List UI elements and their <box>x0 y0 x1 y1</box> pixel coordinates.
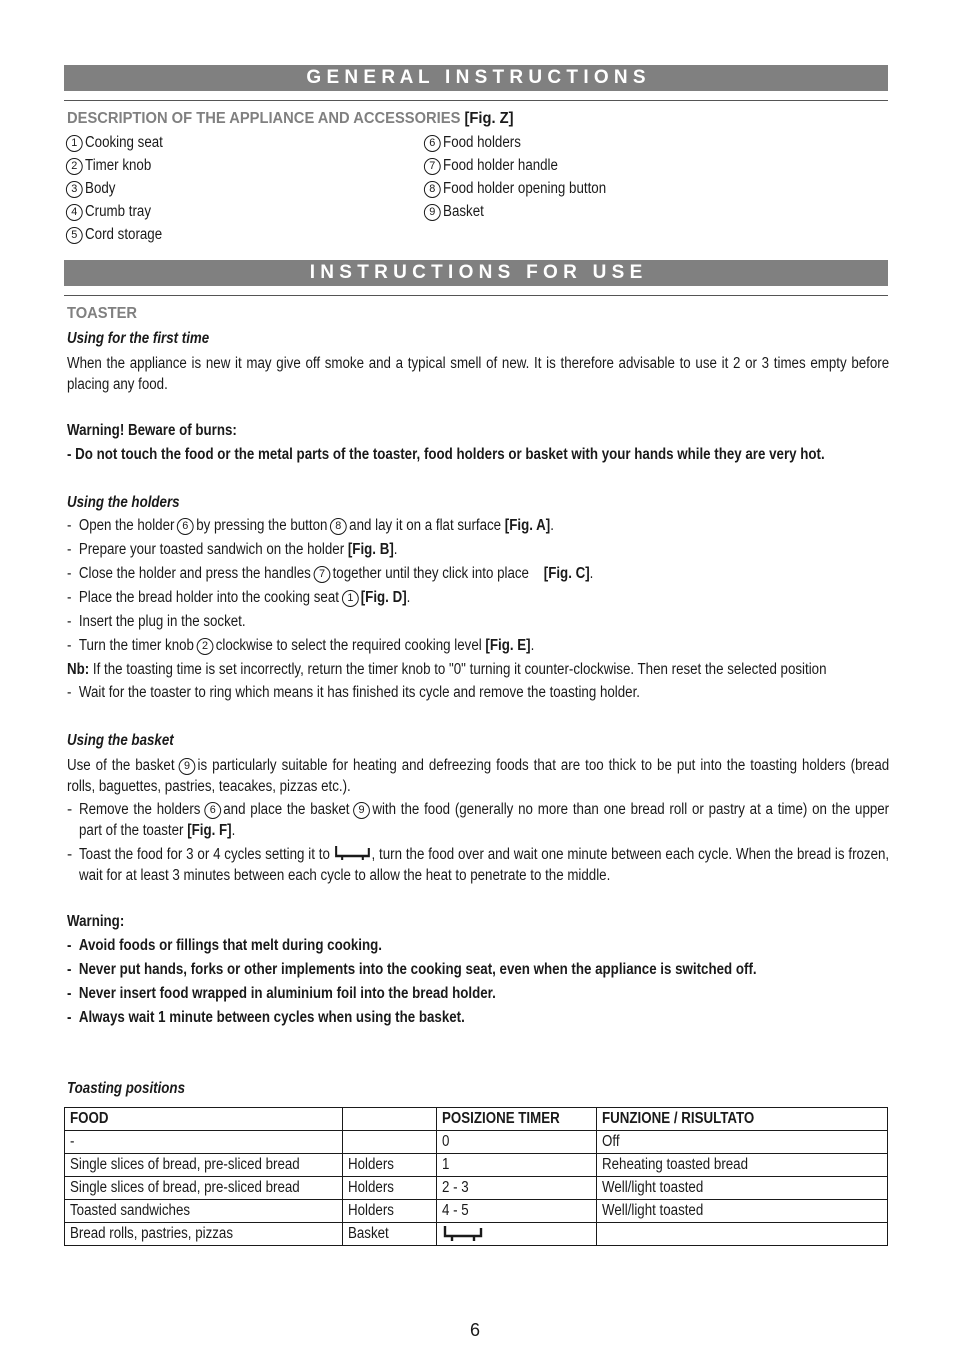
table-cell <box>436 1223 596 1246</box>
number-2-icon: 2 <box>66 158 83 175</box>
table-cell <box>65 1131 343 1154</box>
divider <box>64 295 888 296</box>
accessory-label: Timer knob <box>85 157 152 174</box>
step-text: . <box>589 565 594 582</box>
step-text: Close the holder and press the handles <box>78 565 311 582</box>
holders-title: Using the holders <box>67 494 180 511</box>
warning-text: Never put hands, forks or other implements into the cooking seat, even when the appliance is switched off. <box>78 961 757 978</box>
fig-ref: [Fig. F] <box>187 822 232 839</box>
number-9-icon: 9 <box>424 204 441 221</box>
number-1-icon: 1 <box>342 590 359 607</box>
burn-warning-text: - Do not touch the food or the metal parts of the toaster, food holders or basket with your hands while they are very hot. <box>67 446 825 463</box>
number-7-icon: 7 <box>313 566 330 583</box>
number-8-icon: 8 <box>330 518 347 535</box>
accessory-label: Food holder opening button <box>443 180 607 197</box>
accessory-item <box>67 225 162 245</box>
step-text: Prepare your toasted sandwich on the holder <box>78 541 345 558</box>
accessory-item <box>425 202 484 222</box>
cell-text: Toasted sandwiches <box>70 1202 191 1219</box>
table-cell <box>436 1200 596 1223</box>
table-cell <box>597 1223 888 1246</box>
number-6-icon: 6 <box>177 518 194 535</box>
cell-text: Well/light toasted <box>602 1202 704 1219</box>
instructions-for-use-title: I N S T R U C T I O N S F O R U S E <box>309 262 643 283</box>
header-cell <box>597 1108 888 1131</box>
basket-step <box>79 799 889 841</box>
holders-step: - Place the bread holder into the cooking seat 1 [Fig. D]. <box>67 589 411 606</box>
number-5-icon: 5 <box>66 227 83 244</box>
cell-text: Basket <box>348 1225 389 1242</box>
table-row <box>65 1131 888 1154</box>
holders-step: - Wait for the toaster to ring which means it has finished its cycle and remove the toasting holder. <box>67 684 640 701</box>
basket-step <box>79 844 889 886</box>
step-text: . <box>530 637 535 654</box>
cell-text: 2 - 3 <box>441 1179 469 1196</box>
accessory-item <box>425 156 558 176</box>
fig-ref: [Fig. B] <box>347 541 394 558</box>
warning-text: Always wait 1 minute between cycles when using the basket. <box>78 1009 465 1026</box>
toasting-positions-table <box>64 1107 888 1246</box>
warning-item: - Never put hands, forks or other implements into the cooking seat, even when the appliance is switched off. <box>67 961 757 978</box>
paragraph-text: Use of the basket <box>67 757 175 774</box>
table-cell <box>343 1154 437 1177</box>
step-text: . <box>231 822 236 839</box>
cell-text: 0 <box>441 1133 450 1150</box>
accessory-item <box>67 202 151 222</box>
header-cell <box>343 1108 437 1131</box>
accessory-item <box>67 133 163 153</box>
number-2-icon: 2 <box>197 638 214 655</box>
warning-item: - Always wait 1 minute between cycles when using the basket. <box>67 1009 465 1026</box>
number-6-icon: 6 <box>204 802 221 819</box>
accessory-label: Cooking seat <box>85 134 163 151</box>
accessory-label: Food holder handle <box>443 157 558 174</box>
fig-ref: [Fig. C] <box>543 565 590 582</box>
number-6-icon: 6 <box>424 135 441 152</box>
step-text: Insert the plug in the socket. <box>78 613 246 630</box>
step-text: Toast the food for 3 or 4 cycles setting it to <box>79 846 330 863</box>
table-cell <box>65 1223 343 1246</box>
cell-text: - <box>70 1133 75 1150</box>
header-text: FOOD <box>70 1110 109 1127</box>
step-text: . <box>550 517 554 534</box>
step-text: . <box>393 541 398 558</box>
cell-text: 1 <box>441 1156 450 1173</box>
accessory-label: Crumb tray <box>85 203 151 220</box>
bullet-dash: - <box>67 801 73 818</box>
number-9-icon: 9 <box>178 758 195 775</box>
step-text: by pressing the button <box>196 517 328 534</box>
description-heading <box>67 110 514 128</box>
header-cell <box>436 1108 596 1131</box>
step-text: clockwise to select the required cooking level <box>215 637 482 654</box>
header-cell <box>65 1108 343 1131</box>
table-cell <box>343 1131 437 1154</box>
table-cell <box>597 1131 888 1154</box>
basket-position-icon <box>442 1223 484 1243</box>
fig-ref: [Fig. D] <box>360 589 407 606</box>
accessory-label: Food holders <box>443 134 521 151</box>
table-header-row <box>65 1108 888 1131</box>
fig-ref: [Fig. A] <box>504 517 551 534</box>
warning-text: Avoid foods or fillings that melt during cooking. <box>78 937 382 954</box>
toaster-heading <box>67 305 137 323</box>
first-time-title: Using for the first time <box>67 330 210 347</box>
step-text: , turn the food over and wait one minute between each cycle. When the bread is frozen, wait for at least 3 minutes between each cycle to allow the heat to penetrate to the middle. <box>79 846 890 884</box>
paragraph-text: is particularly suitable for heating and defreezing foods that are too thick to be put into the toasting holders (bread rolls, baguettes, pastries, teacakes, pizzas etc.). <box>67 757 890 795</box>
nb-label: Nb: <box>67 661 90 678</box>
cell-text: Holders <box>348 1179 395 1196</box>
step-text: and lay it on a flat surface <box>349 517 502 534</box>
instructions-for-use-banner <box>64 260 888 286</box>
number-7-icon: 7 <box>424 158 441 175</box>
cell-text: Holders <box>348 1156 395 1173</box>
holders-step: - Insert the plug in the socket. <box>67 613 246 630</box>
general-instructions-banner <box>64 65 888 91</box>
step-text: and place the basket <box>223 801 350 818</box>
table-row <box>65 1154 888 1177</box>
step-text: Turn the timer knob <box>78 637 194 654</box>
cell-text: Off <box>602 1133 620 1150</box>
step-text: . <box>406 589 411 606</box>
warning-item: - Avoid foods or fillings that melt during cooking. <box>67 937 382 954</box>
table-title: Toasting positions <box>67 1080 185 1097</box>
divider <box>64 100 888 101</box>
first-time-paragraph: When the appliance is new it may give off smoke and a typical smell of new. It is therefore advisable to use it 2 or 3 times empty before placing any food. <box>67 355 890 393</box>
step-text: Open the holder <box>78 517 175 534</box>
warning-title: Warning: <box>67 913 125 930</box>
table-row <box>65 1177 888 1200</box>
burn-warning-title: Warning! Beware of burns: <box>67 422 237 439</box>
number-9-icon: 9 <box>353 802 370 819</box>
header-text: FUNZIONE / RISULTATO <box>602 1110 755 1127</box>
holders-step: - Open the holder 6 by pressing the button 8 and lay it on a flat surface [Fig. A]. <box>67 517 554 534</box>
table-cell <box>597 1200 888 1223</box>
table-row <box>65 1223 888 1246</box>
header-text: POSIZIONE TIMER <box>441 1110 560 1127</box>
cell-text: Single slices of bread, pre-sliced bread <box>70 1156 300 1173</box>
step-text: Remove the holders <box>79 801 201 818</box>
cell-text: Bread rolls, pastries, pizzas <box>70 1225 233 1242</box>
table-cell <box>597 1154 888 1177</box>
nb-text: If the toasting time is set incorrectly, return the timer knob to "0" turning it counter-clockwise. Then reset the selected position <box>92 661 827 678</box>
table-cell <box>436 1131 596 1154</box>
nb-note <box>67 660 827 680</box>
warning-item: - Never insert food wrapped in aluminium foil into the bread holder. <box>67 985 496 1002</box>
table-row <box>65 1200 888 1223</box>
table-cell <box>65 1200 343 1223</box>
warning-text: Never insert food wrapped in aluminium foil into the bread holder. <box>78 985 496 1002</box>
cell-text: Single slices of bread, pre-sliced bread <box>70 1179 300 1196</box>
description-heading-text: DESCRIPTION OF THE APPLIANCE AND ACCESSORIES <box>67 110 461 127</box>
accessory-item <box>425 133 521 153</box>
step-text: together until they click into place <box>332 565 529 582</box>
holders-step: - Close the holder and press the handles 7 together until they click into place [Fig. C]. <box>67 565 594 582</box>
number-8-icon: 8 <box>424 181 441 198</box>
cell-text: Holders <box>348 1202 395 1219</box>
cell-text: Reheating toasted bread <box>602 1156 749 1173</box>
toaster-heading-text: TOASTER <box>67 305 138 322</box>
basket-position-icon <box>334 844 372 862</box>
table-cell <box>597 1177 888 1200</box>
accessory-label: Cord storage <box>85 226 163 243</box>
holders-step: - Prepare your toasted sandwich on the holder [Fig. B]. <box>67 541 398 558</box>
fig-ref: [Fig. E] <box>485 637 531 654</box>
accessory-item <box>425 179 606 199</box>
table-cell <box>436 1177 596 1200</box>
description-fig-ref: [Fig. Z] <box>464 110 514 127</box>
step-text: Place the bread holder into the cooking seat <box>78 589 339 606</box>
accessory-label: Basket <box>443 203 484 220</box>
general-instructions-title: G E N E R A L I N S T R U C T I O N S <box>306 67 646 88</box>
accessory-item <box>67 179 115 199</box>
number-1-icon: 1 <box>66 135 83 152</box>
basket-title: Using the basket <box>67 732 174 749</box>
bullet-dash: - <box>67 846 73 863</box>
table-cell <box>65 1177 343 1200</box>
basket-paragraph <box>67 755 889 797</box>
table-cell <box>343 1223 437 1246</box>
table-cell <box>436 1154 596 1177</box>
table-cell <box>343 1177 437 1200</box>
cell-text: Well/light toasted <box>602 1179 704 1196</box>
table-cell <box>343 1200 437 1223</box>
number-3-icon: 3 <box>66 181 83 198</box>
table-cell <box>65 1154 343 1177</box>
cell-text: 4 - 5 <box>441 1202 469 1219</box>
holders-step: - Turn the timer knob 2 clockwise to select the required cooking level [Fig. E]. <box>67 637 535 654</box>
step-text: Wait for the toaster to ring which means it has finished its cycle and remove the toasting holder. <box>78 684 640 701</box>
accessory-item <box>67 156 151 176</box>
number-4-icon: 4 <box>66 204 83 221</box>
step-text: with the food (generally no more than one bread roll or pastry at a time) on the upper part of the toaster <box>79 801 890 839</box>
page-number: 6 <box>470 1320 481 1340</box>
accessory-label: Body <box>85 180 116 197</box>
